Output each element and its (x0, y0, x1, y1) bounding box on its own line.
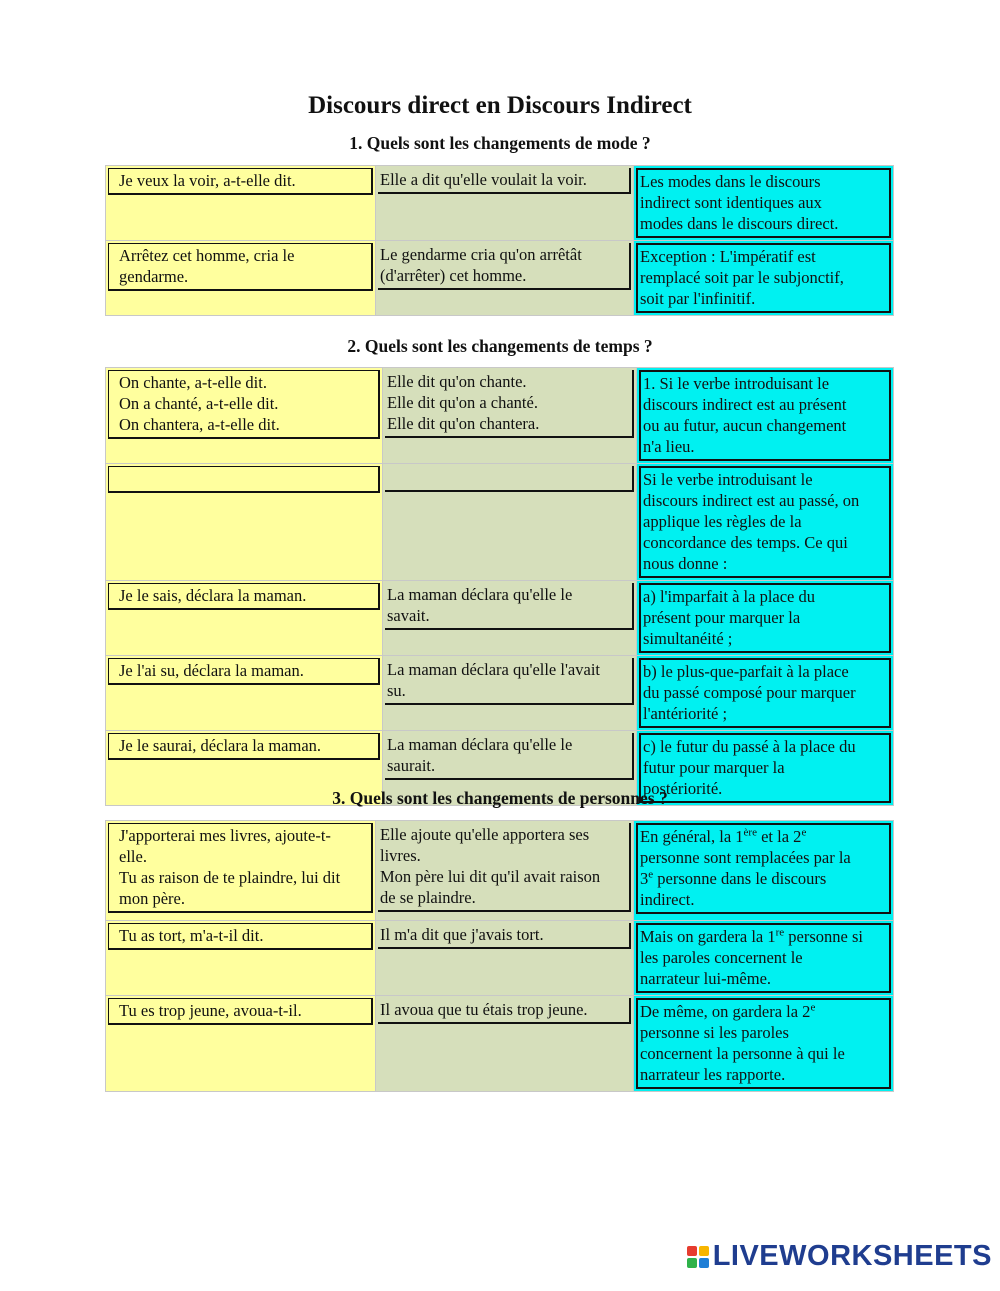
direct-box: Je l'ai su, déclara la maman. (108, 658, 380, 685)
table-row (106, 464, 894, 581)
direct-box: J'apporterai mes livres, ajoute-t- elle. Tu as raison de te plaindre, lui dit mon père. (108, 823, 373, 913)
rule-box: Exception : L'impératif est remplacé soit par le subjonctif, soit par l'infinitif. (636, 243, 891, 313)
rule-box: c) le futur du passé à la place du futur pour marquer la postériorité. (639, 733, 891, 803)
rule-box: De même, on gardera la 2e personne si les paroles concernent la personne à qui le narrateur les rapporte. (636, 998, 891, 1089)
section-heading-mode: 1. Quels sont les changements de mode ? (349, 133, 651, 153)
table-row (106, 921, 894, 996)
logo-text: LIVEWORKSHEETS (712, 1240, 992, 1272)
table-row (106, 581, 894, 656)
table-row (106, 368, 894, 464)
direct-box: Tu es trop jeune, avoua-t-il. (108, 998, 373, 1025)
indirect-box: La maman déclara qu'elle l'avait su. (385, 658, 634, 705)
indirect-box: Il m'a dit que j'avais tort. (378, 923, 631, 949)
rule-box: a) l'imparfait à la place du présent pour marquer la simultanéité ; (639, 583, 891, 653)
rule-box: Les modes dans le discours indirect sont identiques aux modes dans le discours direct. (636, 168, 891, 238)
direct-box: Tu as tort, m'a-t-il dit. (108, 923, 373, 950)
direct-box: Je le saurai, déclara la maman. (108, 733, 380, 760)
direct-box: On chante, a-t-elle dit. On a chanté, a-t-elle dit. On chantera, a-t-elle dit. (108, 370, 380, 439)
direct-box: Arrêtez cet homme, cria le gendarme. (108, 243, 373, 291)
section-heading-temps: 2. Quels sont les changements de temps ? (347, 336, 653, 356)
table-temps (105, 367, 894, 806)
indirect-box: La maman déclara qu'elle le saurait. (385, 733, 634, 780)
rule-box: b) le plus-que-parfait à la place du passé composé pour marquer l'antériorité ; (639, 658, 891, 728)
table-personnes (105, 820, 894, 1092)
rule-box: 1. Si le verbe introduisant le discours indirect est au présent ou au futur, aucun changement n'a lieu. (639, 370, 891, 461)
table-row (106, 996, 894, 1092)
table-mode (105, 165, 894, 316)
table-row (106, 821, 894, 921)
indirect-box: Il avoua que tu étais trop jeune. (378, 998, 631, 1024)
indirect-box-empty (385, 466, 634, 492)
indirect-box: Elle dit qu'on chante. Elle dit qu'on a chanté. Elle dit qu'on chantera. (385, 370, 634, 438)
indirect-box: Elle ajoute qu'elle apportera ses livres. Mon père lui dit qu'il avait raison de se plaindre. (378, 823, 631, 912)
direct-box: Je veux la voir, a-t-elle dit. (108, 168, 373, 195)
liveworksheets-logo-icon (687, 1246, 709, 1268)
table-row (106, 166, 894, 241)
rule-box: En général, la 1ère et la 2e personne sont remplacées par la 3e personne dans le discours indirect. (636, 823, 891, 914)
section-heading-personnes: 3. Quels sont les changements de personnes ? (332, 788, 668, 808)
rule-box: Mais on gardera la 1re personne si les paroles concernent le narrateur lui-même. (636, 923, 891, 993)
direct-box: Je le sais, déclara la maman. (108, 583, 380, 610)
indirect-box: Elle a dit qu'elle voulait la voir. (378, 168, 631, 194)
liveworksheets-logo[interactable] (687, 1240, 992, 1273)
table-row (106, 241, 894, 316)
indirect-box: La maman déclara qu'elle le savait. (385, 583, 634, 630)
rule-box: Si le verbe introduisant le discours indirect est au passé, on applique les règles de la concordance des temps. Ce qui nous donne : (639, 466, 891, 578)
page-title: Discours direct en Discours Indirect (308, 92, 692, 119)
indirect-box: Le gendarme cria qu'on arrêtât (d'arrêter) cet homme. (378, 243, 631, 290)
direct-box-empty (108, 466, 380, 493)
table-row (106, 656, 894, 731)
